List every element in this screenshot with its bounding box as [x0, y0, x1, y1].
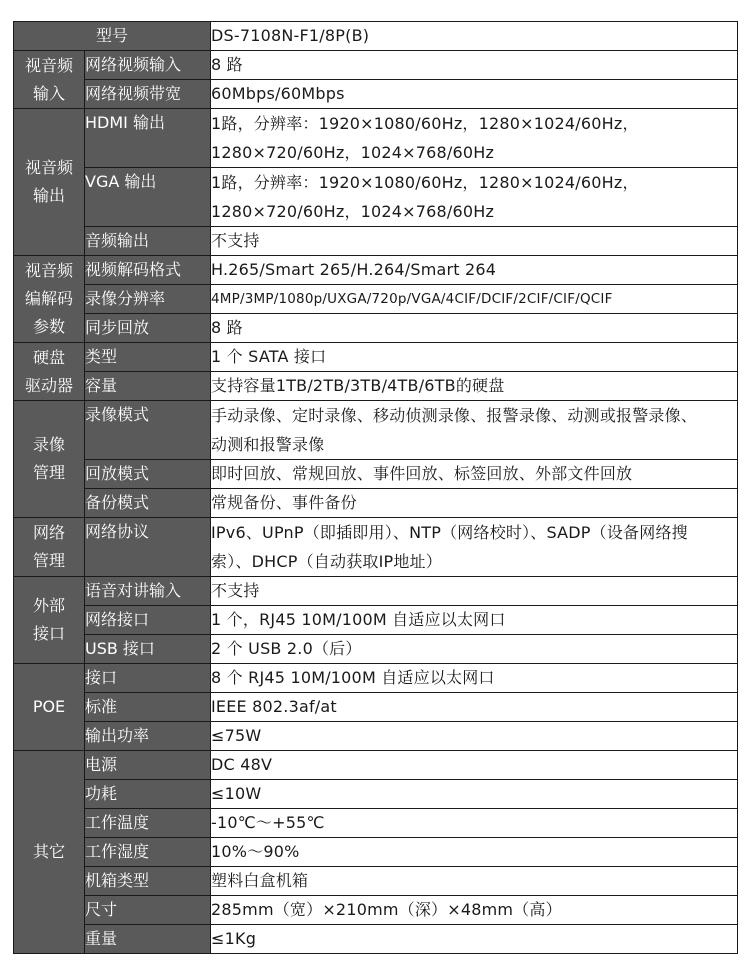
param-value: 支持容量1TB/2TB/3TB/4TB/6TB的硬盘 [211, 372, 738, 401]
table-row [14, 635, 738, 664]
header-row [14, 22, 738, 51]
param-label: 备份模式 [85, 489, 211, 518]
group-ext-interface: 外部 接口 [14, 577, 85, 664]
table-row [14, 751, 738, 780]
param-value: ≤75W [211, 722, 738, 751]
param-label: 输出功率 [85, 722, 211, 751]
group-av-input: 视音频 输入 [14, 51, 85, 109]
table-row [14, 343, 738, 372]
param-value: 即时回放、常规回放、事件回放、标签回放、外部文件回放 [211, 460, 738, 489]
table-row [14, 925, 738, 954]
table-row [14, 460, 738, 489]
group-network: 网络 管理 [14, 518, 85, 577]
param-value: 1 个，RJ45 10M/100M 自适应以太网口 [211, 606, 738, 635]
param-label: 网络视频带宽 [85, 80, 211, 109]
param-value: 10%～90% [211, 838, 738, 867]
param-value: 8 路 [211, 51, 738, 80]
group-poe: POE [14, 664, 85, 751]
table-row [14, 780, 738, 809]
param-label: 音频输出 [85, 227, 211, 256]
group-codec: 视音频 编解码 参数 [14, 256, 85, 343]
param-label: 工作温度 [85, 809, 211, 838]
param-label: 标准 [85, 693, 211, 722]
param-value: H.265/Smart 265/H.264/Smart 264 [211, 256, 738, 285]
param-label: 类型 [85, 343, 211, 372]
group-av-output: 视音频 输出 [14, 109, 85, 256]
param-label: 接口 [85, 664, 211, 693]
table-row [14, 109, 738, 168]
table-row [14, 896, 738, 925]
param-value: 常规备份、事件备份 [211, 489, 738, 518]
spec-table [13, 21, 738, 954]
param-label: 视频解码格式 [85, 256, 211, 285]
table-row [14, 314, 738, 343]
param-value: 不支持 [211, 577, 738, 606]
param-value: 1 个 SATA 接口 [211, 343, 738, 372]
table-row [14, 80, 738, 109]
table-row [14, 51, 738, 80]
table-row [14, 401, 738, 460]
table-row [14, 722, 738, 751]
param-value: 手动录像、定时录像、移动侦测录像、报警录像、动测或报警录像、 动测和报警录像 [211, 401, 738, 460]
param-label: 电源 [85, 751, 211, 780]
param-value: DC 48V [211, 751, 738, 780]
param-label: VGA 输出 [85, 168, 211, 227]
table-row [14, 693, 738, 722]
param-label: 容量 [85, 372, 211, 401]
param-value: 1路，分辨率：1920×1080/60Hz，1280×1024/60Hz， 1280×720/60Hz，1024×768/60Hz [211, 109, 738, 168]
table-row [14, 518, 738, 577]
param-label: 语音对讲输入 [85, 577, 211, 606]
param-label: 网络协议 [85, 518, 211, 577]
param-value: 塑料白盒机箱 [211, 867, 738, 896]
param-value: 不支持 [211, 227, 738, 256]
param-label: 机箱类型 [85, 867, 211, 896]
table-row [14, 664, 738, 693]
param-value: IEEE 802.3af/at [211, 693, 738, 722]
table-row [14, 606, 738, 635]
table-row [14, 577, 738, 606]
param-value: ≤10W [211, 780, 738, 809]
param-label: 尺寸 [85, 896, 211, 925]
param-label: 网络接口 [85, 606, 211, 635]
param-value: 60Mbps/60Mbps [211, 80, 738, 109]
table-row [14, 168, 738, 227]
table-row [14, 227, 738, 256]
param-label: 功耗 [85, 780, 211, 809]
table-row [14, 285, 738, 314]
param-label: 重量 [85, 925, 211, 954]
param-label: 回放模式 [85, 460, 211, 489]
param-value: ≤1Kg [211, 925, 738, 954]
param-value: 8 个 RJ45 10M/100M 自适应以太网口 [211, 664, 738, 693]
table-row [14, 867, 738, 896]
param-label: HDMI 输出 [85, 109, 211, 168]
table-row [14, 372, 738, 401]
group-record: 录像 管理 [14, 401, 85, 518]
param-label: 同步回放 [85, 314, 211, 343]
model-label: 型号 [14, 22, 211, 51]
table-row [14, 489, 738, 518]
param-label: 录像模式 [85, 401, 211, 460]
table-row [14, 838, 738, 867]
group-other: 其它 [14, 751, 85, 954]
param-value: IPv6、UPnP（即插即用）、NTP（网络校时）、SADP（设备网络搜 索）、DHCP（自动获取IP地址） [211, 518, 738, 577]
model-value: DS-7108N-F1/8P(B) [211, 22, 738, 51]
table-row [14, 809, 738, 838]
param-value: -10℃～+55℃ [211, 809, 738, 838]
group-disk: 硬盘 驱动器 [14, 343, 85, 401]
param-label: USB 接口 [85, 635, 211, 664]
param-label: 录像分辨率 [85, 285, 211, 314]
table-row [14, 256, 738, 285]
param-value: 8 路 [211, 314, 738, 343]
param-value: 4MP/3MP/1080p/UXGA/720p/VGA/4CIF/DCIF/2CIF/CIF/QCIF [211, 285, 738, 314]
param-value: 2 个 USB 2.0（后） [211, 635, 738, 664]
param-value: 1路，分辨率：1920×1080/60Hz，1280×1024/60Hz， 1280×720/60Hz，1024×768/60Hz [211, 168, 738, 227]
param-label: 工作湿度 [85, 838, 211, 867]
param-label: 网络视频输入 [85, 51, 211, 80]
param-value: 285mm（宽）×210mm（深）×48mm（高） [211, 896, 738, 925]
